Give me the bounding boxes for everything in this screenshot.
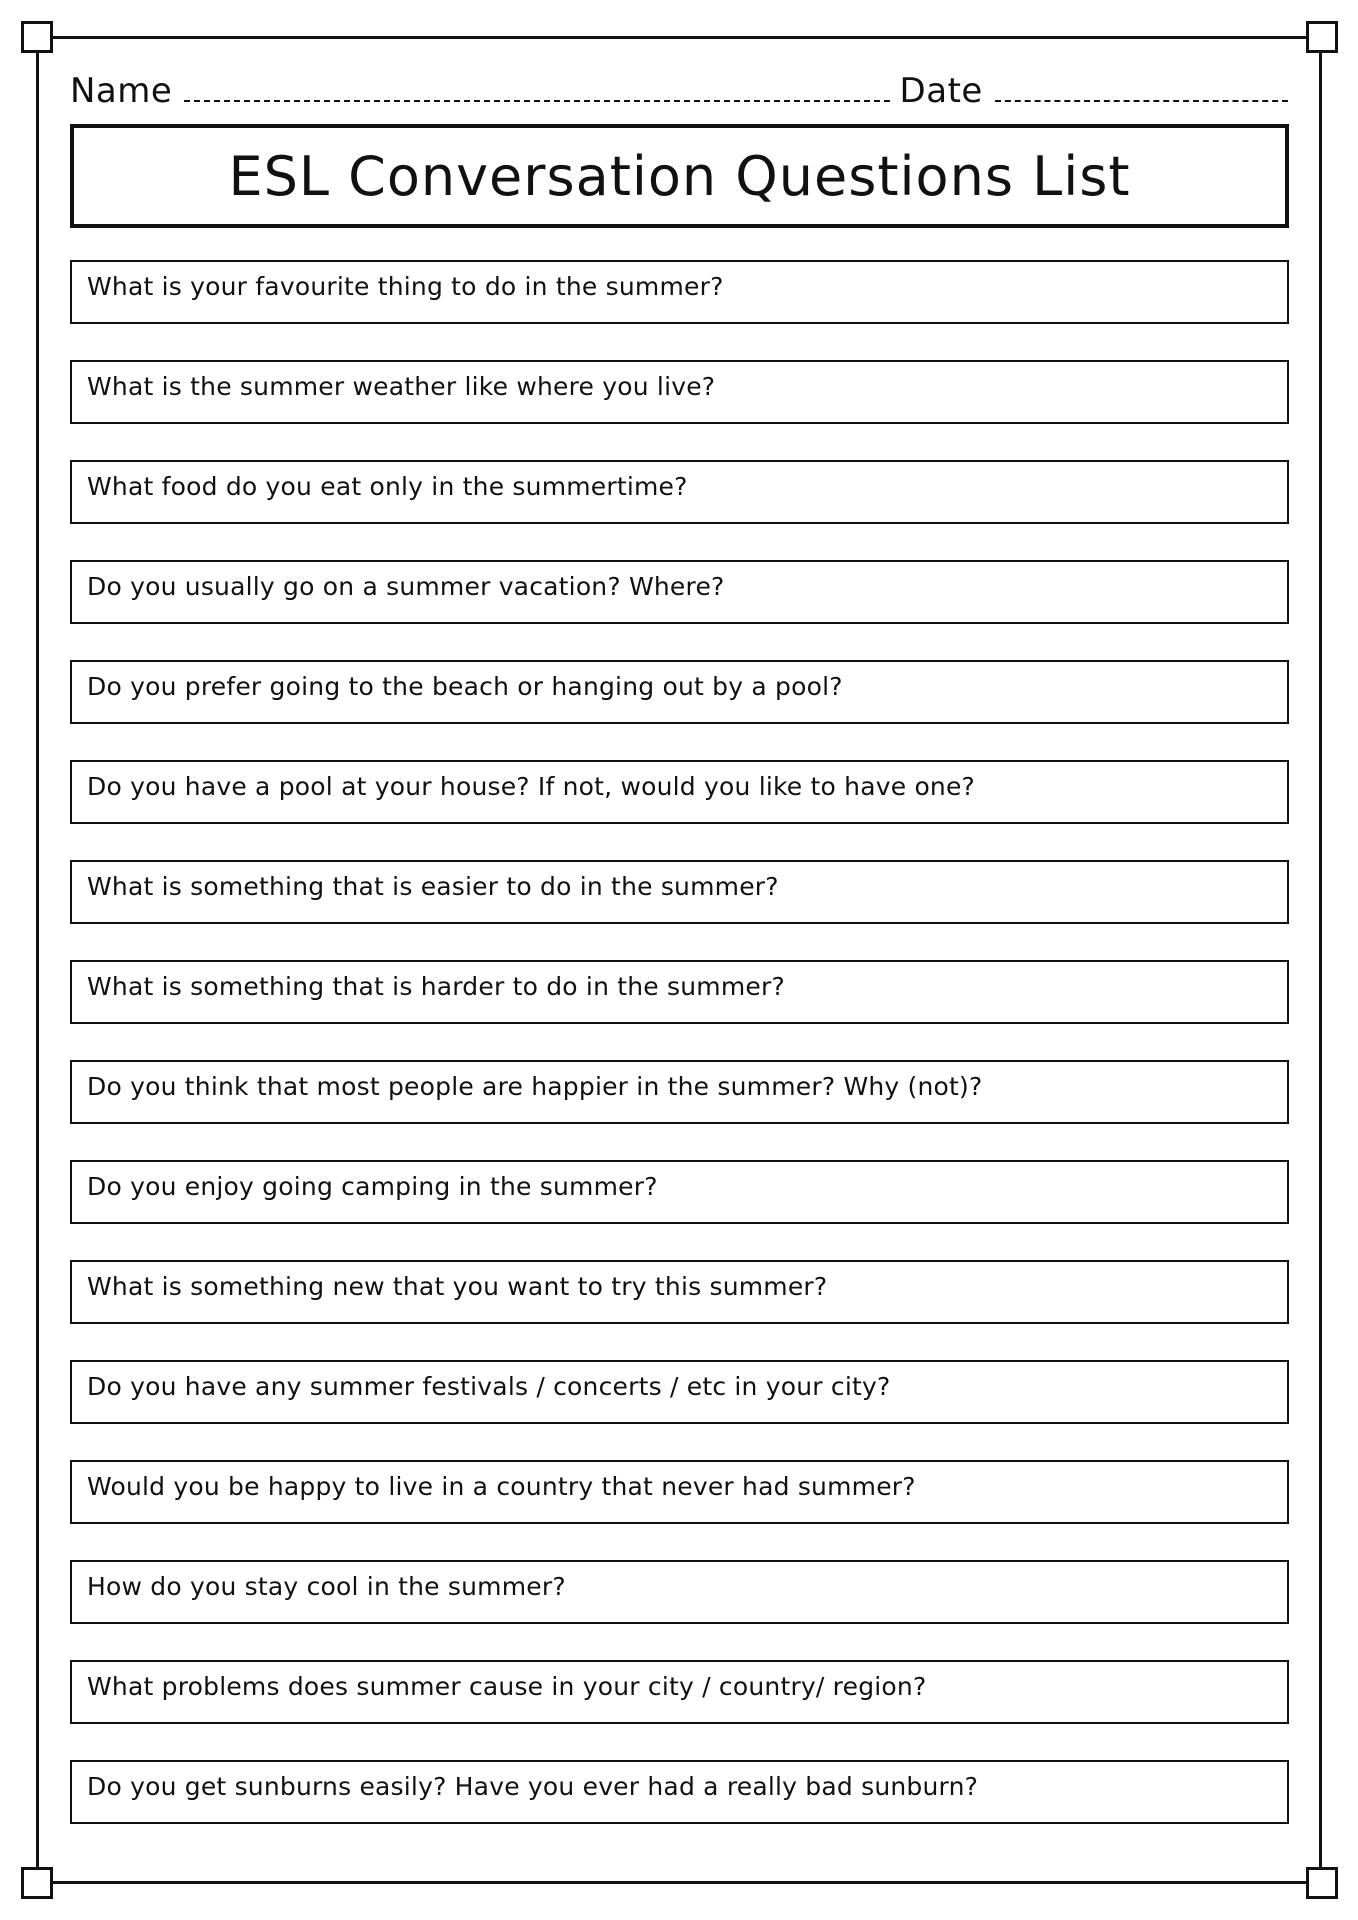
page-title: ESL Conversation Questions List xyxy=(228,144,1131,208)
question-text: What is your favourite thing to do in the summer? xyxy=(87,271,724,301)
question-box xyxy=(70,560,1289,624)
question-box xyxy=(70,460,1289,524)
question-text: Would you be happy to live in a country that never had summer? xyxy=(87,1471,916,1501)
question-box xyxy=(70,860,1289,924)
name-field[interactable] xyxy=(184,100,889,102)
corner-square-top-left xyxy=(21,21,53,53)
question-box xyxy=(70,360,1289,424)
question-text: What is something new that you want to try this summer? xyxy=(87,1271,828,1301)
question-box xyxy=(70,660,1289,724)
question-box xyxy=(70,1060,1289,1124)
question-box xyxy=(70,1560,1289,1624)
name-date-line xyxy=(70,58,1288,111)
question-text: What is something that is easier to do in the summer? xyxy=(87,871,779,901)
question-text: Do you prefer going to the beach or hanging out by a pool? xyxy=(87,671,843,701)
question-box xyxy=(70,260,1289,324)
question-box xyxy=(70,1360,1289,1424)
question-text: How do you stay cool in the summer? xyxy=(87,1571,566,1601)
question-text: What problems does summer cause in your city / country/ region? xyxy=(87,1671,927,1701)
question-box xyxy=(70,1260,1289,1324)
question-box xyxy=(70,1660,1289,1724)
date-field[interactable] xyxy=(995,100,1288,102)
question-text: Do you have any summer festivals / concerts / etc in your city? xyxy=(87,1371,891,1401)
question-box xyxy=(70,760,1289,824)
question-text: Do you get sunburns easily? Have you ever had a really bad sunburn? xyxy=(87,1771,979,1801)
question-box xyxy=(70,1760,1289,1824)
question-text: What is the summer weather like where you live? xyxy=(87,371,716,401)
question-text: Do you enjoy going camping in the summer? xyxy=(87,1171,658,1201)
date-label: Date xyxy=(899,71,983,111)
question-text: What is something that is harder to do in the summer? xyxy=(87,971,785,1001)
question-text: Do you think that most people are happier in the summer? Why (not)? xyxy=(87,1071,983,1101)
page-title-box xyxy=(70,124,1289,228)
question-box xyxy=(70,1160,1289,1224)
question-list xyxy=(70,260,1289,1860)
corner-square-bottom-left xyxy=(21,1867,53,1899)
corner-square-bottom-right xyxy=(1306,1867,1338,1899)
name-label: Name xyxy=(70,71,173,111)
question-box xyxy=(70,1460,1289,1524)
question-text: Do you usually go on a summer vacation? Where? xyxy=(87,571,725,601)
corner-square-top-right xyxy=(1306,21,1338,53)
question-text: Do you have a pool at your house? If not, would you like to have one? xyxy=(87,771,976,801)
question-box xyxy=(70,960,1289,1024)
question-text: What food do you eat only in the summertime? xyxy=(87,471,688,501)
